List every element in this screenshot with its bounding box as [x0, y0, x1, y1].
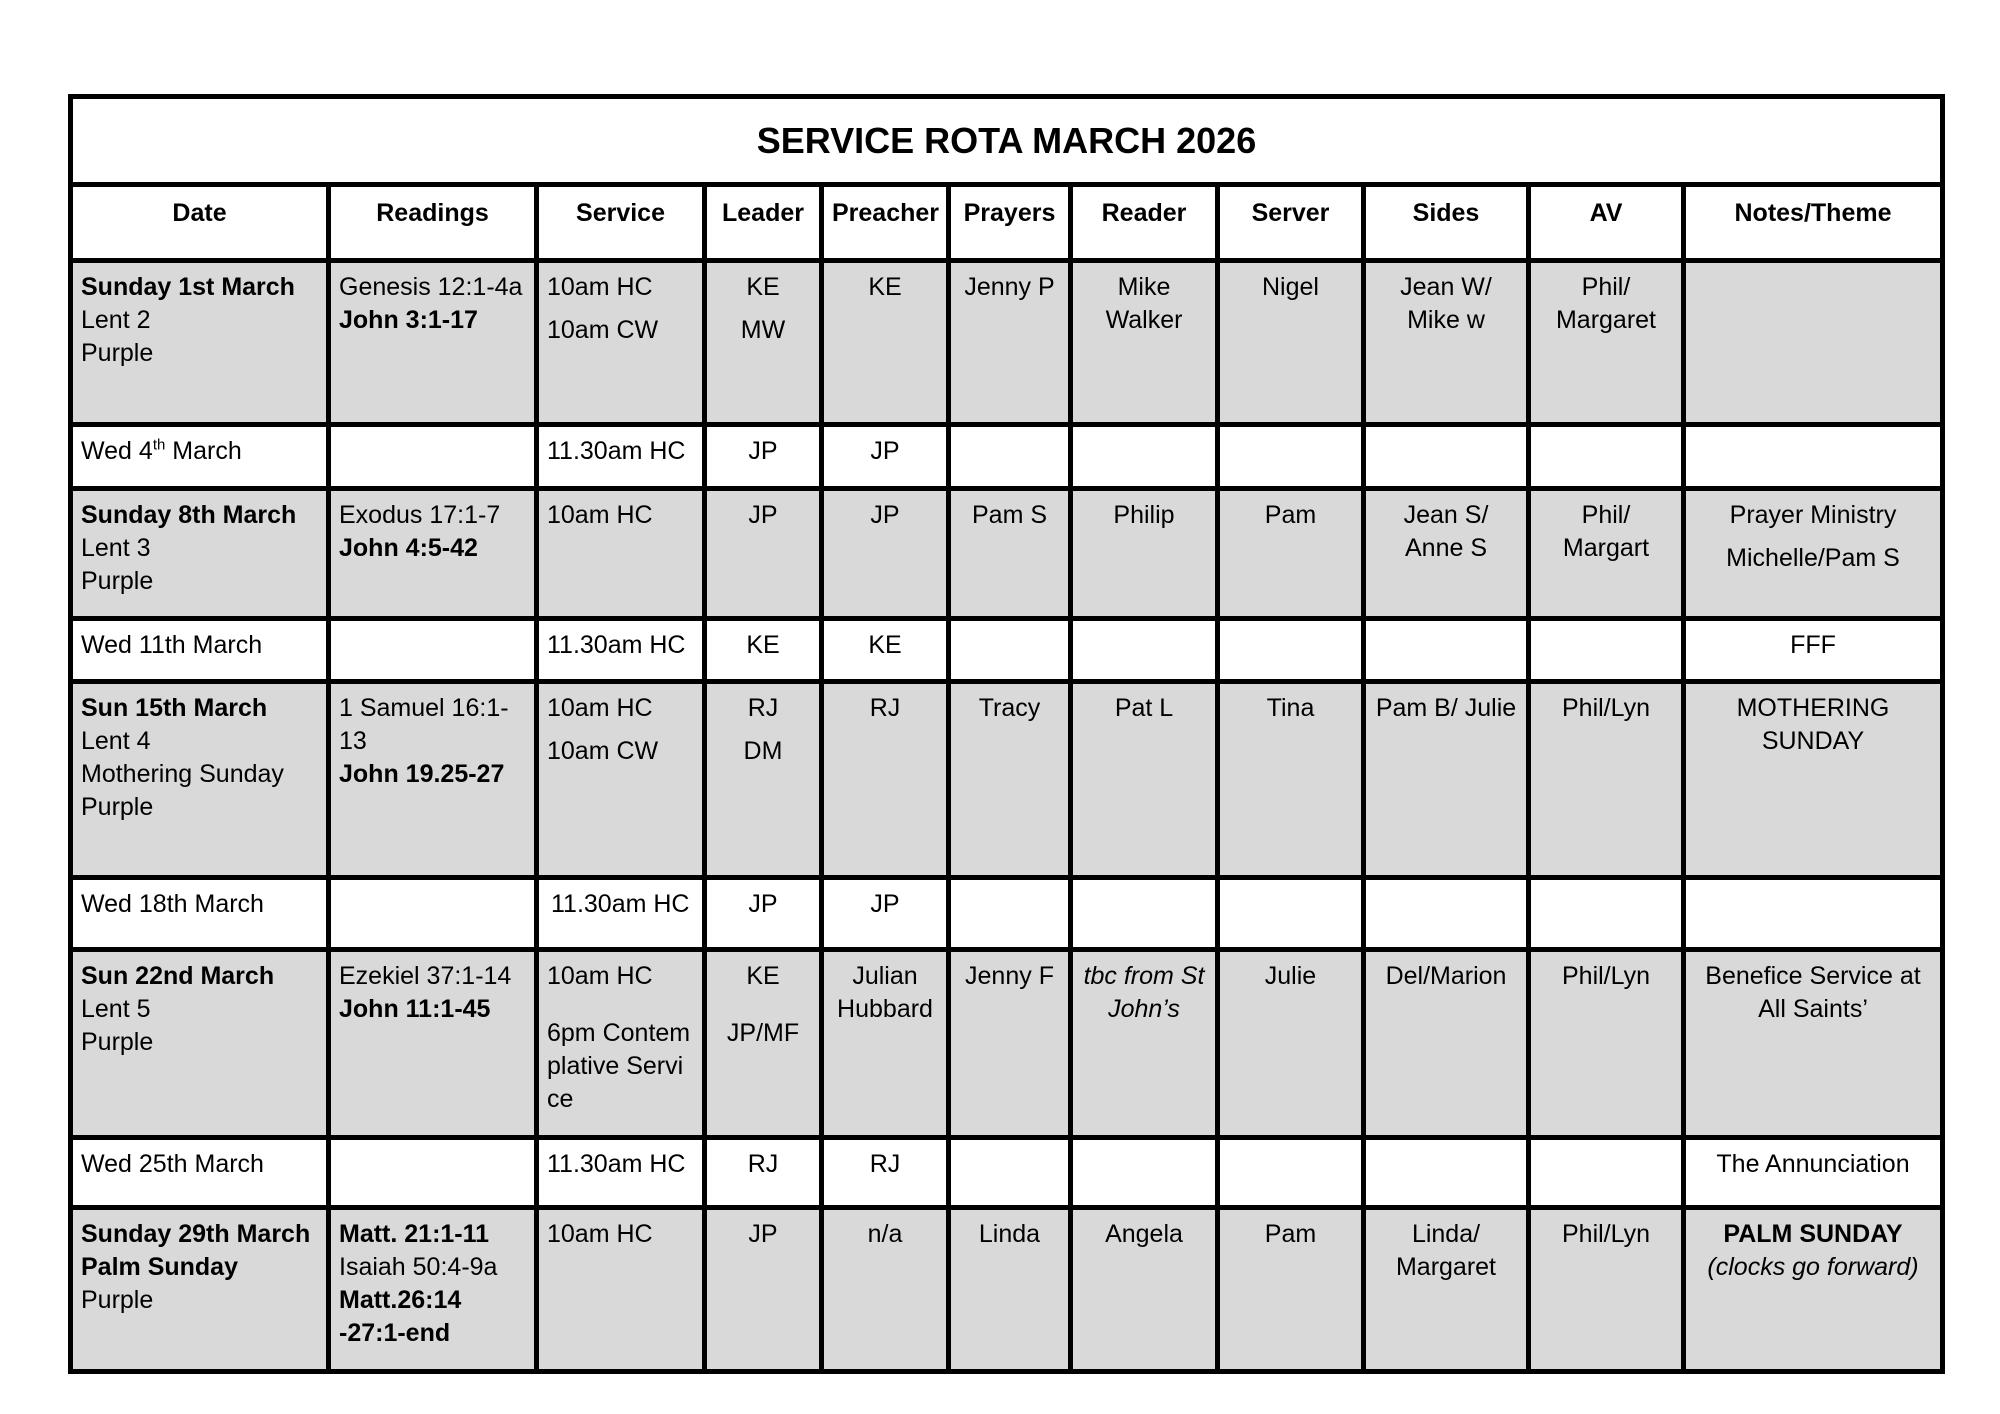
date-suffix: March: [165, 437, 242, 465]
leader-cell: RJ: [705, 1138, 822, 1208]
prayers-cell: Tracy: [949, 682, 1071, 878]
reader-cell: tbc from St John’s: [1071, 950, 1218, 1138]
preacher-cell: KE: [822, 261, 949, 425]
readings-cell: [329, 261, 537, 425]
table-row: [71, 619, 1943, 682]
reader-cell: [1071, 425, 1218, 489]
preacher-cell: JP: [822, 878, 949, 950]
leader-1: KE: [746, 273, 780, 301]
sides-cell: [1364, 1138, 1529, 1208]
av-cell: Phil/ Margaret: [1529, 261, 1684, 425]
prayers-cell: Linda: [949, 1208, 1071, 1372]
reading-gospel: Matt.26:14 -27:1-end: [339, 1286, 462, 1347]
reading-1: Genesis 12:1-4a: [339, 273, 523, 301]
leader-1: KE: [746, 962, 780, 990]
reading-gospel: John 19.25-27: [339, 760, 505, 788]
service-cell: [537, 682, 705, 878]
date-cell: [71, 489, 329, 619]
server-cell: [1218, 425, 1364, 489]
service-1: 10am HC: [547, 273, 653, 301]
readings-cell: [329, 1208, 537, 1372]
server-cell: Julie: [1218, 950, 1364, 1138]
header-preacher: Preacher: [822, 185, 949, 261]
readings-cell: [329, 682, 537, 878]
readings-cell: [329, 950, 537, 1138]
service-cell: 11.30am HC: [537, 619, 705, 682]
service-2: 10am CW: [547, 316, 659, 344]
service-rota-table: [68, 94, 1945, 1374]
leader-2: DM: [743, 737, 783, 765]
header-prayers: Prayers: [949, 185, 1071, 261]
notes-cell: Benefice Service at All Saints’: [1684, 950, 1943, 1138]
sides-cell: [1364, 619, 1529, 682]
header-row: [71, 185, 1943, 261]
date-occasion: Mothering Sunday: [81, 760, 284, 788]
date-cell: [71, 1208, 329, 1372]
prayers-cell: Jenny P: [949, 261, 1071, 425]
header-av: AV: [1529, 185, 1684, 261]
table-row: [71, 1208, 1943, 1372]
date-season: Lent 3: [81, 534, 151, 562]
server-cell: [1218, 1138, 1364, 1208]
table-row: [71, 1138, 1943, 1208]
leader-cell: JP: [705, 425, 822, 489]
header-service: Service: [537, 185, 705, 261]
prayers-cell: Pam S: [949, 489, 1071, 619]
notes-cell: [1684, 489, 1943, 619]
av-cell: Phil/Lyn: [1529, 682, 1684, 878]
date-cell: [71, 950, 329, 1138]
notes-cell: FFF: [1684, 619, 1943, 682]
notes-cell: MOTHERING SUNDAY: [1684, 682, 1943, 878]
notes-line-1: PALM SUNDAY: [1723, 1220, 1903, 1248]
sides-cell: Linda/ Margaret: [1364, 1208, 1529, 1372]
date-season: Lent 5: [81, 995, 151, 1023]
reader-cell: Angela: [1071, 1208, 1218, 1372]
notes-cell: The Annunciation: [1684, 1138, 1943, 1208]
header-reader: Reader: [1071, 185, 1218, 261]
sides-cell: [1364, 425, 1529, 489]
reading-gospel: John 11:1-45: [339, 995, 491, 1023]
av-cell: [1529, 878, 1684, 950]
header-server: Server: [1218, 185, 1364, 261]
readings-cell: [329, 878, 537, 950]
notes-cell: [1684, 261, 1943, 425]
server-cell: Nigel: [1218, 261, 1364, 425]
table-row: [71, 950, 1943, 1138]
date-cell: [71, 682, 329, 878]
service-2: 6pm Contemplative Service: [547, 1019, 691, 1113]
leader-cell: JP: [705, 878, 822, 950]
date-main: Sunday 1st March: [81, 273, 295, 301]
date-prefix: Wed 4: [81, 437, 153, 465]
service-cell: [537, 261, 705, 425]
server-cell: Pam: [1218, 1208, 1364, 1372]
table-row: [71, 682, 1943, 878]
readings-cell: [329, 1138, 537, 1208]
date-main: Sunday 8th March: [81, 501, 297, 529]
header-notes: Notes/Theme: [1684, 185, 1943, 261]
preacher-cell: JP: [822, 425, 949, 489]
table-row: [71, 878, 1943, 950]
service-cell: [537, 950, 705, 1138]
date-cell: [71, 261, 329, 425]
reader-cell: [1071, 878, 1218, 950]
prayers-cell: Jenny F: [949, 950, 1071, 1138]
leader-cell: [705, 950, 822, 1138]
service-cell: 11.30am HC: [537, 425, 705, 489]
prayers-cell: [949, 425, 1071, 489]
reading-2: Isaiah 50:4-9a: [339, 1253, 498, 1281]
notes-line-2: Michelle/Pam S: [1726, 544, 1900, 572]
notes-cell: [1684, 425, 1943, 489]
date-main: Sun 22nd March: [81, 962, 275, 990]
date-cell: [71, 425, 329, 489]
leader-2: MW: [740, 316, 786, 344]
sides-cell: Jean W/ Mike w: [1364, 261, 1529, 425]
date-colour: Purple: [81, 339, 154, 367]
reading-gospel: John 3:1-17: [339, 306, 478, 334]
readings-cell: [329, 425, 537, 489]
av-cell: Phil/ Margart: [1529, 489, 1684, 619]
leader-cell: [705, 682, 822, 878]
date-season: Lent 2: [81, 306, 151, 334]
reader-cell: Philip: [1071, 489, 1218, 619]
av-cell: [1529, 425, 1684, 489]
av-cell: [1529, 619, 1684, 682]
reading-gospel: John 4:5-42: [339, 534, 478, 562]
leader-cell: JP: [705, 489, 822, 619]
date-colour: Purple: [81, 1028, 154, 1056]
header-readings: Readings: [329, 185, 537, 261]
notes-cell: [1684, 878, 1943, 950]
service-cell: 10am HC: [537, 1208, 705, 1372]
date-colour: Purple: [81, 793, 154, 821]
date-cell: Wed 11th March: [71, 619, 329, 682]
date-main: Sunday 29th March: [81, 1220, 311, 1248]
reader-cell: [1071, 1138, 1218, 1208]
prayers-cell: [949, 619, 1071, 682]
leader-2: JP/MF: [726, 1019, 800, 1047]
service-cell: 10am HC: [537, 489, 705, 619]
sides-cell: Jean S/ Anne S: [1364, 489, 1529, 619]
date-ordinal: th: [152, 436, 166, 454]
server-cell: [1218, 878, 1364, 950]
service-cell: 11.30am HC: [537, 878, 705, 950]
reading-1: Matt. 21:1-11: [339, 1220, 490, 1248]
prayers-cell: [949, 878, 1071, 950]
date-colour: Purple: [81, 1286, 154, 1314]
leader-cell: [705, 261, 822, 425]
table-row: [71, 261, 1943, 425]
reader-cell: [1071, 619, 1218, 682]
leader-1: RJ: [747, 694, 779, 722]
preacher-cell: JP: [822, 489, 949, 619]
date-occasion: Palm Sunday: [81, 1253, 238, 1281]
date-main: Sun 15th March: [81, 694, 268, 722]
date-colour: Purple: [81, 567, 154, 595]
preacher-cell: n/a: [822, 1208, 949, 1372]
header-sides: Sides: [1364, 185, 1529, 261]
av-cell: [1529, 1138, 1684, 1208]
sides-cell: [1364, 878, 1529, 950]
av-cell: Phil/Lyn: [1529, 950, 1684, 1138]
date-cell: Wed 18th March: [71, 878, 329, 950]
leader-cell: KE: [705, 619, 822, 682]
table-row: [71, 425, 1943, 489]
preacher-cell: RJ: [822, 682, 949, 878]
date-season: Lent 4: [81, 727, 151, 755]
leader-cell: JP: [705, 1208, 822, 1372]
preacher-cell: KE: [822, 619, 949, 682]
readings-cell: [329, 489, 537, 619]
server-cell: [1218, 619, 1364, 682]
reader-cell: Mike Walker: [1071, 261, 1218, 425]
service-1: 10am HC: [547, 962, 653, 990]
service-2: 10am CW: [547, 737, 659, 765]
server-cell: Tina: [1218, 682, 1364, 878]
sides-cell: Del/Marion: [1364, 950, 1529, 1138]
reading-1: Ezekiel 37:1-14: [339, 962, 512, 990]
av-cell: Phil/Lyn: [1529, 1208, 1684, 1372]
notes-cell: [1684, 1208, 1943, 1372]
reading-1: Exodus 17:1-7: [339, 501, 501, 529]
rota-title: SERVICE ROTA MARCH 2026: [71, 97, 1943, 185]
readings-cell: [329, 619, 537, 682]
date-cell: Wed 25th March: [71, 1138, 329, 1208]
preacher-cell: RJ: [822, 1138, 949, 1208]
sides-cell: Pam B/ Julie: [1364, 682, 1529, 878]
notes-line-1: Prayer Ministry: [1729, 501, 1897, 529]
header-leader: Leader: [705, 185, 822, 261]
reading-1: 1 Samuel 16:1-13: [339, 694, 509, 755]
preacher-cell: Julian Hubbard: [822, 950, 949, 1138]
service-cell: 11.30am HC: [537, 1138, 705, 1208]
notes-line-2: (clocks go forward): [1707, 1253, 1919, 1281]
service-1: 10am HC: [547, 694, 653, 722]
header-date: Date: [71, 185, 329, 261]
reader-cell: Pat L: [1071, 682, 1218, 878]
prayers-cell: [949, 1138, 1071, 1208]
server-cell: Pam: [1218, 489, 1364, 619]
table-row: [71, 489, 1943, 619]
